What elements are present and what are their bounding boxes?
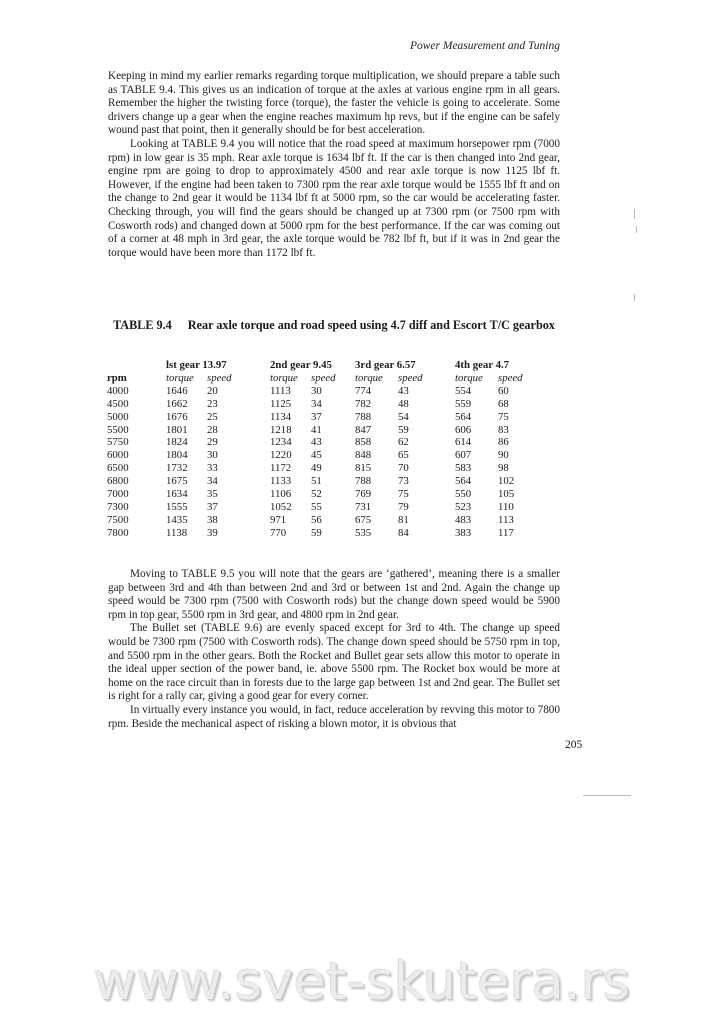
torque-cell: 606 (455, 423, 472, 436)
torque-cell: 523 (455, 500, 472, 513)
speed-cell: 30 (207, 449, 218, 462)
speed-cell: 86 (498, 436, 509, 449)
speed-cell: 117 (498, 526, 514, 539)
torque-cell: 770 (270, 526, 287, 539)
table-number: TABLE 9.4 (113, 318, 172, 332)
speed-cell: 41 (311, 423, 322, 436)
gear-header: 2nd gear 9.45 (270, 359, 332, 371)
paragraph: Keeping in mind my earlier remarks regarding torque multiplication, we should prepare a table such as TABLE 9.4. This gives us an indication of torque at the axles at various engine rpm in all gears. Remember the higher the twisting force (torque), the faster the vehicle is going to accelerate. Some drivers change up a gear when the engine reaches maximum hp revs, but if the engine can be safely wound past that point, then it generally should be for best acceleration. (108, 70, 560, 137)
table-row (107, 385, 538, 398)
speed-cell: 28 (207, 423, 218, 436)
speed-header: speed (498, 371, 523, 384)
table-row (107, 449, 538, 462)
speed-cell: 83 (498, 423, 509, 436)
rpm-cell: 7300 (107, 500, 129, 513)
speed-cell: 60 (498, 384, 509, 397)
gear-header-row (107, 359, 538, 372)
speed-cell: 48 (398, 397, 409, 410)
torque-cell: 971 (270, 513, 287, 526)
speed-cell: 56 (311, 513, 322, 526)
page-number: 205 (565, 739, 583, 751)
speed-cell: 34 (311, 397, 322, 410)
torque-cell: 788 (355, 410, 372, 423)
table-title: Rear axle torque and road speed using 4.7 diff and Escort T/C gearbox (187, 318, 555, 332)
gear-header: 3rd gear 6.57 (355, 359, 416, 371)
speed-cell: 75 (498, 410, 509, 423)
speed-cell: 20 (207, 384, 218, 397)
speed-cell: 33 (207, 462, 218, 475)
torque-cell: 1234 (270, 436, 292, 449)
speed-cell: 55 (311, 500, 322, 513)
table-row (107, 475, 538, 488)
torque-header: torque (166, 371, 194, 384)
torque-speed-table (107, 359, 538, 540)
torque-cell: 675 (355, 513, 372, 526)
torque-cell: 1220 (270, 449, 292, 462)
rpm-cell: 7000 (107, 488, 129, 501)
speed-cell: 81 (398, 513, 409, 526)
torque-cell: 1634 (166, 488, 188, 501)
torque-cell: 769 (355, 488, 372, 501)
torque-cell: 559 (455, 397, 472, 410)
table-caption (108, 318, 560, 333)
paragraph: In virtually every instance you would, in fact, reduce acceleration by revving this motor to 7800 rpm. Beside the mechanical aspect of risking a blown motor, it is obvious that (108, 703, 560, 730)
torque-cell: 1646 (166, 384, 188, 397)
speed-header: speed (207, 371, 232, 384)
rpm-cell: 6500 (107, 462, 129, 475)
speed-cell: 37 (311, 410, 322, 423)
speed-cell: 35 (207, 488, 218, 501)
speed-cell: 70 (398, 462, 409, 475)
speed-cell: 59 (398, 423, 409, 436)
rpm-cell: 4000 (107, 384, 129, 397)
torque-cell: 1125 (270, 397, 292, 410)
speed-cell: 49 (311, 462, 322, 475)
speed-cell: 29 (207, 436, 218, 449)
running-head: Power Measurement and Tuning (409, 40, 560, 52)
speed-cell: 75 (398, 488, 409, 501)
rpm-cell: 5000 (107, 410, 129, 423)
speed-cell: 43 (398, 384, 409, 397)
torque-cell: 1134 (270, 410, 292, 423)
gear-header: lst gear 13.97 (166, 359, 227, 371)
rpm-cell: 6800 (107, 475, 129, 488)
speed-cell: 59 (311, 526, 322, 539)
torque-cell: 1676 (166, 410, 188, 423)
speed-cell: 54 (398, 410, 409, 423)
margin-mark (634, 209, 635, 219)
gear-header: 4th gear 4.7 (455, 359, 510, 371)
torque-cell: 1675 (166, 475, 188, 488)
speed-cell: 51 (311, 475, 322, 488)
torque-header: torque (355, 371, 383, 384)
paragraph: Looking at TABLE 9.4 you will notice that the road speed at maximum horsepower rpm (7000 rpm) in low gear is 35 mph. Rear axle torque is 1634 lbf ft. If the car is then changed into 2nd gear, engine rpm are going to drop to approximately 4500 and rear axle torque is now 1125 lbf ft. However, if the engine had been taken to 7300 rpm the rear axle torque would be 1555 lbf ft and on the change to 2nd gear it would be 1134 lbf ft at 5000 rpm, so the car would be accelerating faster. Checking through, you will find the gears should be changed up at 7300 rpm (or 7500 rpm with Cosworth rods) and changed down at 5000 rpm for the best performance. If the car was coming out of a corner at 48 mph in 3rd gear, the axle torque would be 782 lbf ft, but if it was in 2nd gear the torque would have been more than 1172 lbf ft. (108, 137, 560, 259)
torque-cell: 1662 (166, 397, 188, 410)
torque-cell: 554 (455, 384, 472, 397)
rpm-header: rpm (107, 371, 127, 384)
speed-cell: 113 (498, 513, 514, 526)
rpm-cell: 7800 (107, 526, 129, 539)
speed-cell: 105 (498, 488, 515, 501)
table-row (107, 398, 538, 411)
torque-cell: 1133 (270, 475, 292, 488)
torque-cell: 815 (355, 462, 372, 475)
speed-cell: 52 (311, 488, 322, 501)
torque-cell: 607 (455, 449, 472, 462)
torque-cell: 1824 (166, 436, 188, 449)
speed-cell: 102 (498, 475, 515, 488)
speed-cell: 65 (398, 449, 409, 462)
speed-cell: 23 (207, 397, 218, 410)
table-row (107, 462, 538, 475)
speed-cell: 110 (498, 500, 514, 513)
torque-cell: 383 (455, 526, 472, 539)
torque-cell: 1113 (270, 384, 291, 397)
speed-cell: 90 (498, 449, 509, 462)
margin-mark (634, 294, 635, 301)
torque-cell: 1435 (166, 513, 188, 526)
table-row (107, 436, 538, 449)
speed-cell: 98 (498, 462, 509, 475)
torque-cell: 774 (355, 384, 372, 397)
rpm-cell: 4500 (107, 397, 129, 410)
torque-cell: 583 (455, 462, 472, 475)
watermark-logo: www.svet-skutera.rs (93, 952, 631, 1012)
speed-cell: 38 (207, 513, 218, 526)
torque-cell: 858 (355, 436, 372, 449)
torque-header: torque (455, 371, 483, 384)
torque-cell: 564 (455, 410, 472, 423)
speed-cell: 34 (207, 475, 218, 488)
rpm-cell: 5500 (107, 423, 129, 436)
torque-cell: 564 (455, 475, 472, 488)
speed-cell: 62 (398, 436, 409, 449)
torque-cell: 1801 (166, 423, 188, 436)
table-row (107, 527, 538, 540)
torque-cell: 1052 (270, 500, 292, 513)
torque-cell: 1804 (166, 449, 188, 462)
torque-cell: 788 (355, 475, 372, 488)
speed-header: speed (398, 371, 423, 384)
speed-cell: 30 (311, 384, 322, 397)
torque-cell: 483 (455, 513, 472, 526)
paragraph: Moving to TABLE 9.5 you will note that the gears are ‘gathered’, meaning there is a smaller gap between 3rd and 4th than between 2nd and 3rd or between 1st and 2nd. Again the change up speed would be 7300 rpm (7500 with Cosworth rods) but the change down speed would be 5900 rpm in top gear, 5500 rpm in 3rd gear, and 4800 rpm in 2nd gear. (108, 568, 560, 621)
torque-cell: 1138 (166, 526, 188, 539)
torque-cell: 1555 (166, 500, 188, 513)
torque-cell: 848 (355, 449, 372, 462)
table-row (107, 424, 538, 437)
body-text-bottom (108, 568, 560, 731)
table-row (107, 488, 538, 501)
paragraph: The Bullet set (TABLE 9.6) are evenly spaced except for 3rd to 4th. The change up speed would be 7300 rpm (7500 with Cosworth rods). The change down speed should be 5750 rpm in top, and 5500 rpm in the other gears. Both the Rocket and Bullet gear sets allow this motor to operate in the ideal upper section of the power band, ie. above 5500 rpm. The Rocket box would be more at home on the race circuit than in forests due to the large gap between 1st and 2nd gear. The Bullet set is right for a rally car, giving a good gear for every corner. (108, 622, 560, 703)
speed-cell: 43 (311, 436, 322, 449)
torque-cell: 847 (355, 423, 372, 436)
body-text-top (108, 70, 560, 260)
torque-cell: 1106 (270, 488, 292, 501)
torque-cell: 782 (355, 397, 372, 410)
torque-cell: 550 (455, 488, 472, 501)
table-row (107, 501, 538, 514)
torque-cell: 1218 (270, 423, 292, 436)
torque-cell: 731 (355, 500, 372, 513)
speed-cell: 45 (311, 449, 322, 462)
speed-header: speed (311, 371, 336, 384)
speed-cell: 37 (207, 500, 218, 513)
torque-cell: 1172 (270, 462, 292, 475)
column-header-row (107, 372, 538, 385)
torque-cell: 614 (455, 436, 472, 449)
speed-cell: 73 (398, 475, 409, 488)
speed-cell: 68 (498, 397, 509, 410)
torque-cell: 535 (355, 526, 372, 539)
torque-header: torque (270, 371, 298, 384)
margin-mark (636, 226, 637, 233)
speed-cell: 25 (207, 410, 218, 423)
speed-cell: 84 (398, 526, 409, 539)
speed-cell: 79 (398, 500, 409, 513)
speed-cell: 39 (207, 526, 218, 539)
margin-mark (583, 795, 631, 796)
table-row (107, 514, 538, 527)
torque-cell: 1732 (166, 462, 188, 475)
rpm-cell: 5750 (107, 436, 129, 449)
rpm-cell: 7500 (107, 513, 129, 526)
rpm-cell: 6000 (107, 449, 129, 462)
table-row (107, 411, 538, 424)
